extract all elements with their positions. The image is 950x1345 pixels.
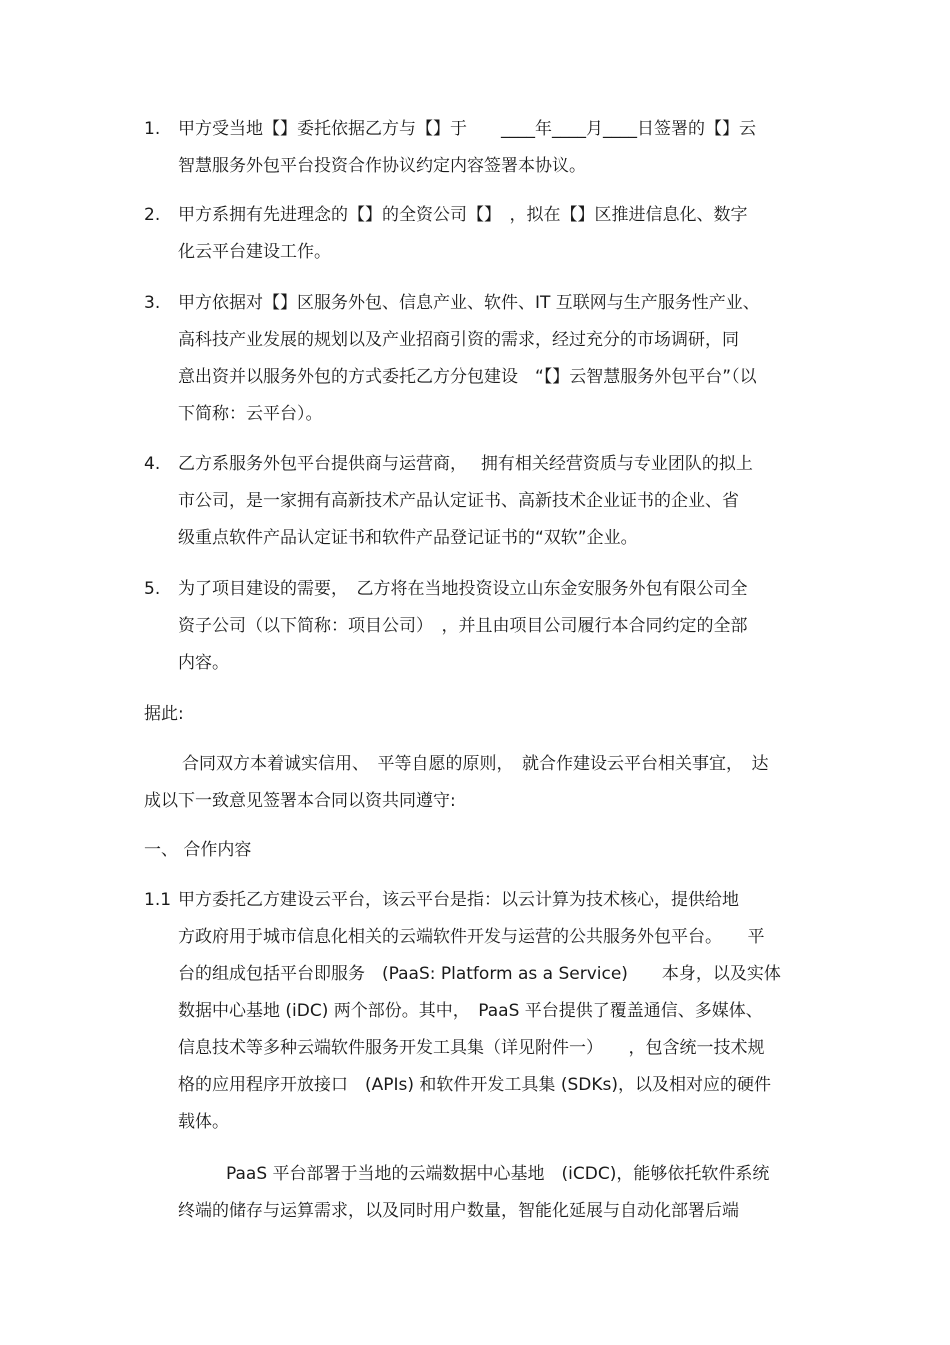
- section-title: 一、 合作内容: [144, 840, 252, 860]
- continuation-line: PaaS 平台部署于当地的云端数据中心基地 (iCDC)，能够依托软件系统: [226, 1164, 770, 1184]
- item-line: 内容。: [178, 653, 229, 673]
- clause-line: 数据中心基地 (iDC) 两个部份。其中， PaaS 平台提供了覆盖通信、多媒体、: [178, 1001, 763, 1021]
- item-number: 2.: [144, 205, 161, 225]
- clause-line: 方政府用于城市信息化相关的云端软件开发与运营的公共服务外包平台。 平: [178, 927, 765, 947]
- clause-1-1: [144, 882, 814, 1141]
- clause-line: 台的组成包括平台即服务 (PaaS: Platform as a Service) 本身，以及实体: [178, 964, 781, 984]
- item-number: 3.: [144, 293, 161, 313]
- item-number: 1.: [144, 119, 161, 139]
- continuation-line: 终端的储存与运算需求，以及同时用户数量，智能化延展与自动化部署后端: [178, 1201, 739, 1221]
- item-line: 乙方系服务外包平台提供商与运营商， 拥有相关经营资质与专业团队的拟上: [178, 454, 753, 474]
- item-line: 甲方依据对【】区服务外包、信息产业、软件、IT 互联网与生产服务性产业、: [178, 293, 760, 313]
- clause-line: 载体。: [178, 1112, 229, 1132]
- item-line: 为了项目建设的需要， 乙方将在当地投资设立山东金安服务外包有限公司全: [178, 579, 748, 599]
- list-item-4: [144, 446, 814, 557]
- item-line: 智慧服务外包平台投资合作协议约定内容签署本协议。: [178, 156, 586, 176]
- item-number: 5.: [144, 579, 161, 599]
- item-line: 化云平台建设工作。: [178, 242, 331, 262]
- item-line: 高科技产业发展的规划以及产业招商引资的需求，经过充分的市场调研，同: [178, 330, 739, 350]
- preamble-line: 合同双方本着诚实信用、 平等自愿的原则， 就合作建设云平台相关事宜， 达: [182, 754, 769, 774]
- item-line: 甲方系拥有先进理念的【】的全资公司【】 ，拟在【】区推进信息化、数字: [178, 205, 748, 225]
- list-item-1: [144, 111, 814, 185]
- clause-number: 1.1: [144, 890, 172, 910]
- clause-line: 甲方委托乙方建设云平台，该云平台是指：以云计算为技术核心，提供给地: [178, 890, 739, 910]
- item-number: 4.: [144, 454, 161, 474]
- item-line: 下简称：云平台）。: [178, 404, 323, 424]
- list-item-3: [144, 285, 814, 433]
- clause-line: 格的应用程序开放接口 (APIs) 和软件开发工具集 (SDKs)，以及相对应的硬件: [178, 1075, 771, 1095]
- clause-1-1-continuation: [144, 1156, 814, 1230]
- item-line: 意出资并以服务外包的方式委托乙方分包建设 “【】云智慧服务外包平台”（以: [178, 367, 757, 387]
- item-line: 市公司，是一家拥有高新技术产品认定证书、高新技术企业证书的企业、省: [178, 491, 739, 511]
- list-item-5: [144, 571, 814, 682]
- clause-line: 信息技术等多种云端软件服务开发工具集（详见附件一） ，包含统一技术规: [178, 1038, 765, 1058]
- item-line: 资子公司（以下简称：项目公司） ，并且由项目公司履行本合同约定的全部: [178, 616, 748, 636]
- accordingly-text: 据此:: [144, 704, 184, 724]
- list-item-2: [144, 197, 814, 271]
- item-line: 级重点软件产品认定证书和软件产品登记证书的“双软”企业。: [178, 528, 638, 548]
- item-line: 甲方受当地【】委托依据乙方与【】于 ____年____月____日签署的【】云: [178, 119, 756, 139]
- preamble-line: 成以下一致意见签署本合同以资共同遵守:: [144, 791, 456, 811]
- preamble-paragraph: [144, 746, 814, 820]
